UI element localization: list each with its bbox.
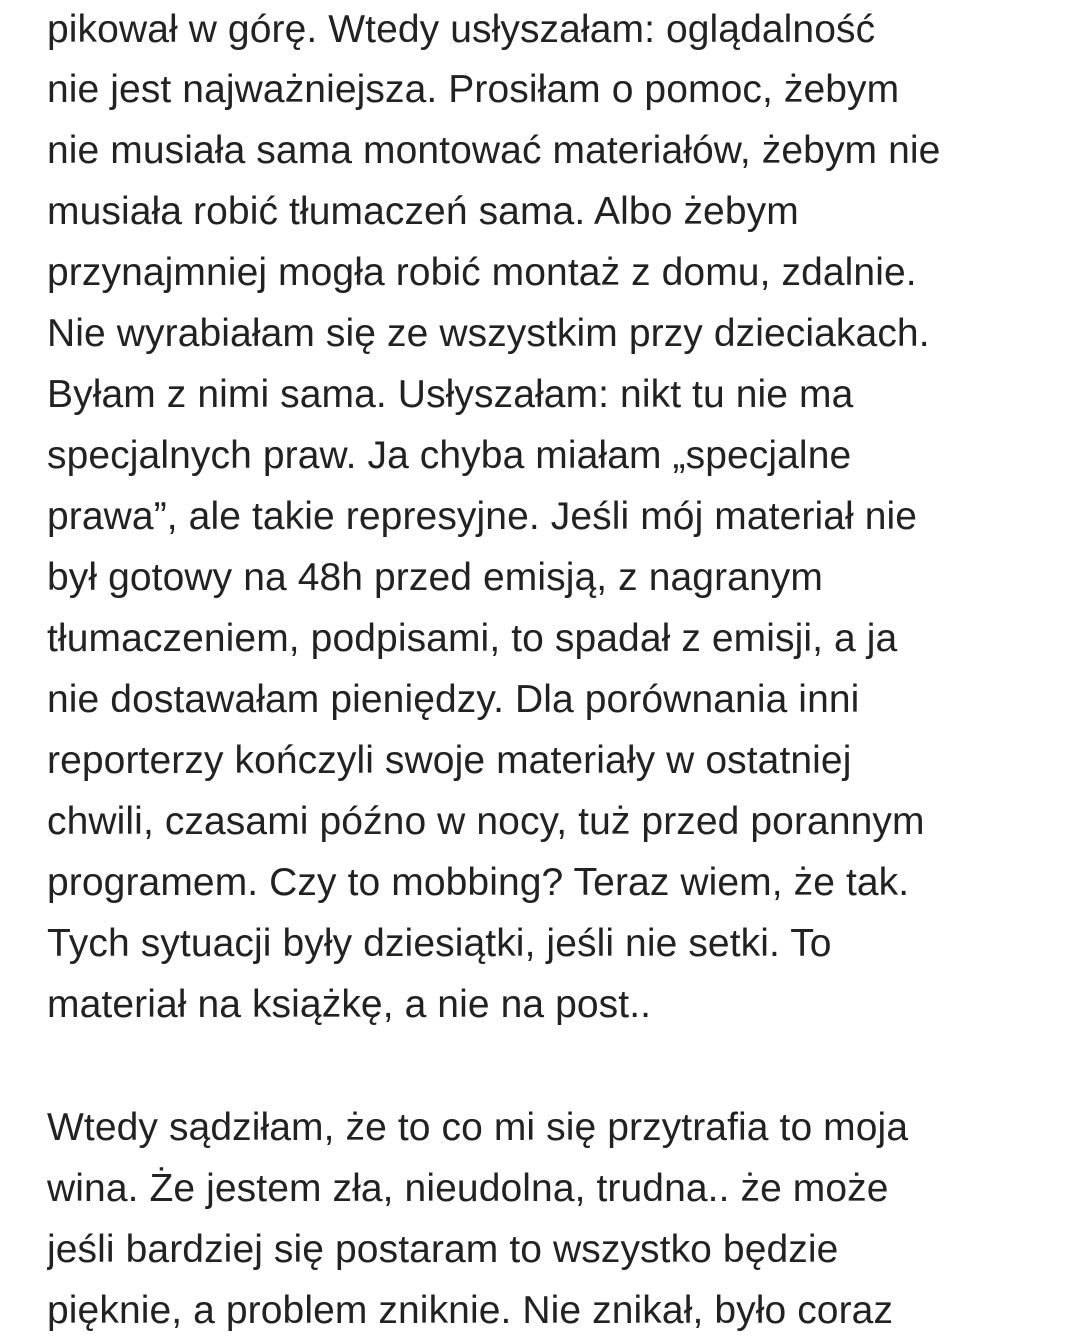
- text-line: pięknie, a problem zniknie. Nie znikał, było coraz: [47, 1289, 894, 1332]
- text-line: Wtedy sądziłam, że to co mi się przytrafia to moja: [47, 1106, 909, 1149]
- text-line: prawa”, ale takie represyjne. Jeśli mój materiał nie: [47, 495, 918, 538]
- text-line: reporterzy kończyli swoje materiały w ostatniej: [47, 739, 852, 782]
- text-line: tłumaczeniem, podpisami, to spadał z emisji, a ja: [47, 617, 898, 660]
- text-line: przynajmniej mogła robić montaż z domu, zdalnie.: [47, 251, 917, 294]
- note-text: [47, 0, 1057, 1343]
- text-line: nie musiała sama montować materiałów, żebym nie: [47, 129, 941, 172]
- text-line: programem. Czy to mobbing? Teraz wiem, że tak.: [47, 861, 910, 904]
- text-line: pikował w górę. Wtedy usłyszałam: oglądalność: [47, 8, 876, 51]
- text-line: był gotowy na 48h przed emisją, z nagranym: [47, 556, 823, 599]
- text-line: nie jest najważniejsza. Prosiłam o pomoc, żebym: [47, 68, 900, 111]
- text-line: nie dostawałam pieniędzy. Dla porównania inni: [47, 678, 860, 721]
- text-line: jeśli bardziej się postaram to wszystko będzie: [47, 1228, 839, 1271]
- text-line: materiał na książkę, a nie na post..: [47, 983, 652, 1026]
- text-line: specjalnych praw. Ja chyba miałam „specjalne: [47, 434, 852, 477]
- text-line: wina. Że jestem zła, nieudolna, trudna.. że może: [47, 1167, 889, 1210]
- text-line: Tych sytuacji były dziesiątki, jeśli nie setki. To: [47, 922, 832, 965]
- text-line: Byłam z nimi sama. Usłyszałam: nikt tu nie ma: [47, 373, 854, 416]
- text-line: chwili, czasami późno w nocy, tuż przed porannym: [47, 800, 925, 843]
- text-line: Nie wyrabiałam się ze wszystkim przy dzieciakach.: [47, 312, 930, 355]
- text-line: musiała robić tłumaczeń sama. Albo żebym: [47, 190, 799, 233]
